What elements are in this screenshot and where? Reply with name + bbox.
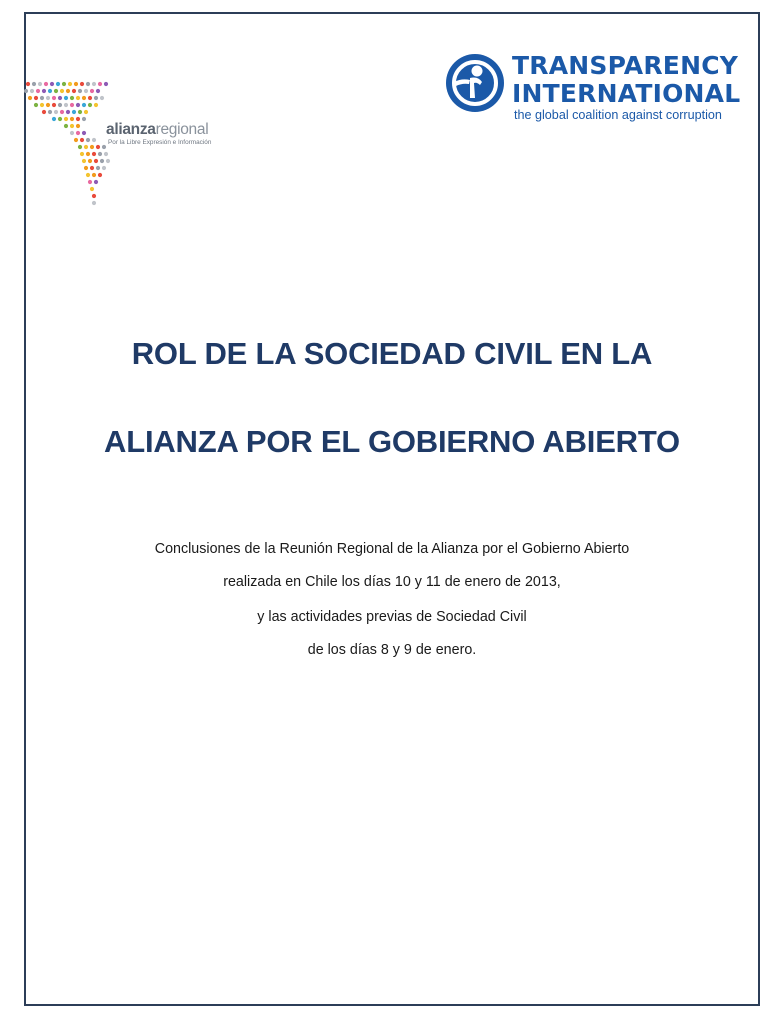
map-dot — [90, 166, 94, 170]
map-dot — [84, 110, 88, 114]
map-dot — [64, 117, 68, 121]
map-dot — [82, 96, 86, 100]
map-dot — [100, 159, 104, 163]
ti-tagline: the global coalition against corruption — [514, 108, 722, 122]
alianza-tagline: Por la Libre Expresión e Información — [108, 139, 212, 146]
map-dot — [46, 103, 50, 107]
map-dot — [80, 82, 84, 86]
map-dot — [58, 103, 62, 107]
map-dot — [92, 138, 96, 142]
alianza-regional-logo — [24, 78, 234, 213]
map-dot — [90, 187, 94, 191]
map-dot — [104, 152, 108, 156]
map-dot — [64, 96, 68, 100]
map-dot — [54, 110, 58, 114]
map-dot — [74, 82, 78, 86]
map-dot — [96, 89, 100, 93]
map-dot — [88, 96, 92, 100]
map-dot — [40, 96, 44, 100]
transparency-international-logo — [444, 48, 762, 128]
map-dot — [92, 201, 96, 205]
map-dot — [96, 145, 100, 149]
map-dot — [78, 145, 82, 149]
map-dot — [98, 173, 102, 177]
alianza-wordmark-bold: alianza — [106, 121, 156, 138]
map-dot — [52, 117, 56, 121]
map-dot — [82, 159, 86, 163]
map-dot — [86, 82, 90, 86]
map-dot — [56, 82, 60, 86]
alianza-wordmark — [106, 122, 208, 138]
map-dot — [54, 89, 58, 93]
map-dot — [92, 82, 96, 86]
map-dot — [90, 145, 94, 149]
map-dot — [76, 103, 80, 107]
map-dot — [76, 131, 80, 135]
map-dot — [60, 110, 64, 114]
document-title-line1: ROL DE LA SOCIEDAD CIVIL EN LA — [131, 336, 653, 371]
subtitle-line: de los días 8 y 9 de enero. — [307, 642, 477, 658]
map-dot — [104, 82, 108, 86]
map-dot — [98, 82, 102, 86]
map-dot — [50, 82, 54, 86]
map-dot — [94, 180, 98, 184]
map-dot — [82, 103, 86, 107]
map-dot — [86, 173, 90, 177]
map-dot — [72, 89, 76, 93]
map-dot — [98, 152, 102, 156]
map-dot — [78, 89, 82, 93]
map-dot — [38, 82, 42, 86]
alianza-wordmark-light: regional — [155, 121, 209, 138]
map-dot — [84, 89, 88, 93]
map-dot — [80, 138, 84, 142]
map-dot — [48, 110, 52, 114]
map-dot — [76, 124, 80, 128]
ti-name-line2: INTERNATIONAL — [512, 79, 741, 108]
document-title-line2: ALIANZA POR EL GOBIERNO ABIERTO — [104, 424, 680, 459]
map-dot — [76, 117, 80, 121]
subtitle-line: realizada en Chile los días 10 y 11 de enero de 2013, — [223, 574, 561, 590]
map-dot — [48, 89, 52, 93]
map-dot — [36, 89, 40, 93]
map-dot — [84, 166, 88, 170]
map-dot — [70, 103, 74, 107]
map-dot — [100, 96, 104, 100]
map-dot — [42, 110, 46, 114]
map-dot — [78, 110, 82, 114]
map-dot — [64, 124, 68, 128]
map-dot — [80, 152, 84, 156]
map-dot — [94, 103, 98, 107]
map-dot — [82, 117, 86, 121]
map-dot — [70, 131, 74, 135]
map-dot — [94, 96, 98, 100]
map-dot — [70, 124, 74, 128]
map-dot — [44, 82, 48, 86]
map-dot — [34, 103, 38, 107]
ti-emblem-icon — [444, 52, 506, 114]
map-dot — [76, 96, 80, 100]
map-dot — [24, 89, 28, 93]
map-dot — [90, 89, 94, 93]
map-dot — [26, 82, 30, 86]
map-dot — [46, 96, 50, 100]
map-dot — [72, 110, 76, 114]
map-dot — [70, 117, 74, 121]
subtitle-line: y las actividades previas de Sociedad Civil — [257, 609, 527, 625]
map-dot — [28, 96, 32, 100]
map-dot — [84, 145, 88, 149]
map-dot — [92, 173, 96, 177]
map-dot — [82, 131, 86, 135]
map-dot — [40, 103, 44, 107]
map-dot — [94, 159, 98, 163]
map-dot — [102, 166, 106, 170]
map-dot — [92, 152, 96, 156]
map-dot — [60, 89, 64, 93]
map-dot — [74, 138, 78, 142]
map-dot — [66, 89, 70, 93]
map-dot — [42, 89, 46, 93]
map-dot — [58, 96, 62, 100]
map-dot — [92, 194, 96, 198]
map-dot — [32, 82, 36, 86]
map-dot — [52, 96, 56, 100]
subtitle-line: Conclusiones de la Reunión Regional de la Alianza por el Gobierno Abierto — [154, 541, 630, 557]
map-dot — [88, 180, 92, 184]
map-dot — [52, 103, 56, 107]
map-dot — [106, 159, 110, 163]
map-dot — [96, 166, 100, 170]
ti-name-line1: TRANSPARENCY — [512, 51, 739, 80]
map-dot — [86, 138, 90, 142]
map-dot — [62, 82, 66, 86]
map-dot — [58, 117, 62, 121]
map-dot — [102, 145, 106, 149]
map-dot — [34, 96, 38, 100]
map-dot — [64, 103, 68, 107]
map-dot — [70, 96, 74, 100]
map-dot — [86, 152, 90, 156]
map-dot — [68, 82, 72, 86]
map-dot — [88, 103, 92, 107]
map-dot — [66, 110, 70, 114]
map-dot — [30, 89, 34, 93]
map-dot — [88, 159, 92, 163]
